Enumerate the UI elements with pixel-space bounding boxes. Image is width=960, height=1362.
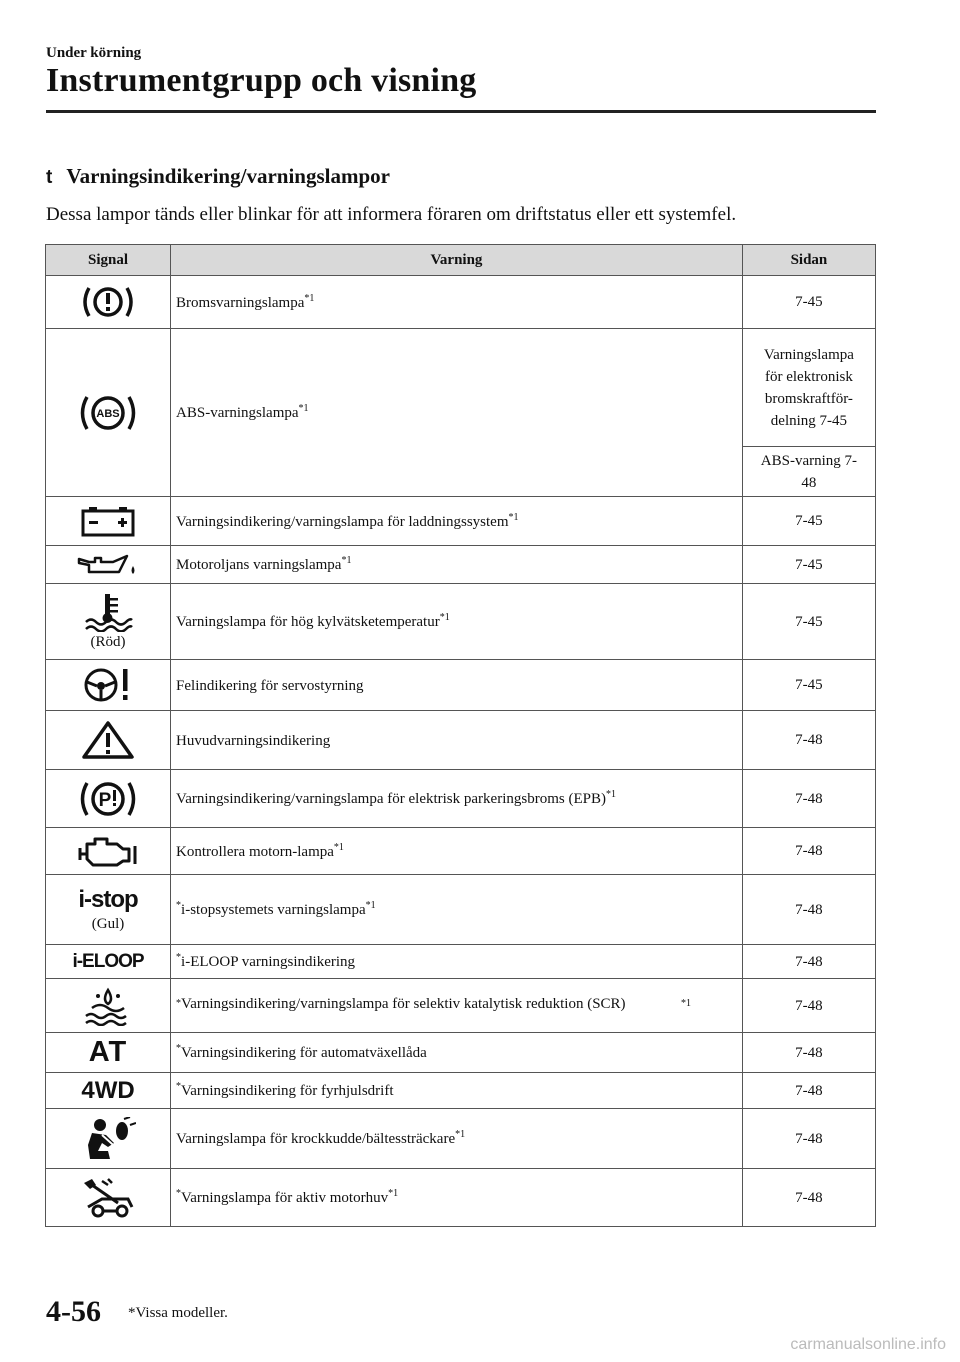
section-bullet: t <box>46 167 53 188</box>
warning-label: i-stopsystemets varningslampa <box>181 902 366 918</box>
table-row <box>46 711 876 770</box>
page-ref: 7-48 <box>742 875 875 945</box>
table-row <box>46 584 876 660</box>
warning-cell <box>171 1033 743 1073</box>
signal-cell <box>46 497 171 546</box>
footnote-ref: *1 <box>365 900 376 911</box>
warning-label: Varningsindikering för fyrhjulsdrift <box>181 1083 394 1099</box>
table-row <box>46 979 876 1033</box>
warning-label: Varningslampa för aktiv motorhuv <box>181 1190 389 1206</box>
page-ref-abs: ABS-varning 7-48 <box>760 452 858 491</box>
table-row <box>46 497 876 546</box>
table-row <box>46 276 876 329</box>
table-header-row <box>46 245 876 276</box>
page-ref: 7-48 <box>742 945 875 979</box>
warning-cell <box>171 1073 743 1109</box>
footnote-ref: *1 <box>388 1188 399 1199</box>
table-row <box>46 1073 876 1109</box>
section-heading <box>46 164 390 189</box>
abs-warning-icon <box>76 392 140 434</box>
table-row <box>46 660 876 711</box>
warning-cell <box>171 979 743 1033</box>
warning-label: Felindikering för servostyrning <box>176 677 364 694</box>
warning-label: Varningsindikering/varningslampa för selektiv katalytisk reduktion (SCR) <box>181 995 626 1012</box>
page-number: 4-56 <box>46 1295 101 1328</box>
warning-cell <box>171 660 743 711</box>
footnote-ref: *1 <box>298 403 309 414</box>
signal-cell <box>46 1169 171 1227</box>
table-row <box>46 945 876 979</box>
i-eloop-icon: i-ELOOP <box>72 950 144 972</box>
master-warning-triangle-icon <box>80 719 136 761</box>
page-ref <box>742 329 875 447</box>
page-ref: 7-45 <box>742 276 875 329</box>
warning-cell <box>171 497 743 546</box>
warning-label: Motoroljans varningslampa <box>176 557 342 573</box>
table-row <box>46 875 876 945</box>
signal-cell <box>46 711 171 770</box>
page-ref: 7-48 <box>742 1109 875 1169</box>
warning-cell <box>171 546 743 584</box>
signal-cell <box>46 660 171 711</box>
table-row <box>46 770 876 828</box>
footnote-ref: *1 <box>605 789 616 800</box>
table-row <box>46 1033 876 1073</box>
footnote-ref: *1 <box>439 612 450 623</box>
warning-label: Bromsvarningslampa <box>176 294 305 311</box>
watermark: carmanualsonline.info <box>790 1336 946 1353</box>
model-asterisk: * <box>176 1188 182 1199</box>
svg-text:P: P <box>98 789 112 811</box>
warning-cell <box>171 276 743 329</box>
warning-cell <box>171 770 743 828</box>
warning-cell <box>171 711 743 770</box>
warning-label: Varningslampa för krockkudde/bältessträckare <box>176 1131 456 1147</box>
model-asterisk: * <box>176 900 182 911</box>
brake-warning-icon <box>78 282 138 322</box>
page-ref: 7-48 <box>742 828 875 875</box>
warning-cell <box>171 828 743 875</box>
svg-text:ABS: ABS <box>96 407 120 420</box>
footnote-ref: *1 <box>681 997 692 1009</box>
page-ref: 7-48 <box>742 711 875 770</box>
warning-label: i-ELOOP varningsindikering <box>181 954 356 970</box>
signal-cell <box>46 979 171 1033</box>
signal-cell <box>46 945 171 979</box>
warning-label: Huvudvarningsindikering <box>176 732 331 749</box>
chapter-label: Under körning <box>46 45 142 61</box>
warning-label: Kontrollera motorn-lampa <box>176 843 334 860</box>
warning-cell <box>171 875 743 945</box>
page-ref: 7-48 <box>742 979 875 1033</box>
page-title: Instrumentgrupp och visning <box>46 62 477 99</box>
table-row <box>46 1109 876 1169</box>
steering-wheel-warning-icon <box>79 666 137 704</box>
signal-cell <box>46 770 171 828</box>
page-ref: 7-48 <box>742 770 875 828</box>
warning-label: Varningsindikering/varningslampa för elektrisk parkeringsbroms (EPB) <box>176 791 606 807</box>
footnote-ref: *1 <box>333 841 344 853</box>
warning-label: Varningsindikering för automatväxellåda <box>181 1045 427 1061</box>
oil-can-icon <box>75 552 141 578</box>
i-stop-icon: i-stop <box>78 886 138 913</box>
signal-cell <box>46 329 171 497</box>
intro-text: Dessa lampor tänds eller blinkar för att informera föraren om driftstatus eller ett systemfel. <box>46 204 737 225</box>
page-ref: 7-48 <box>742 1169 875 1227</box>
signal-cell <box>46 828 171 875</box>
signal-cell <box>46 1109 171 1169</box>
warning-cell <box>171 1109 743 1169</box>
page-ref: 7-45 <box>742 546 875 584</box>
signal-cell <box>46 1073 171 1109</box>
battery-icon <box>79 505 137 537</box>
signal-caption: (Gul) <box>91 916 125 932</box>
table-row <box>46 329 876 447</box>
page-ref: 7-45 <box>742 660 875 711</box>
page-ref: 7-48 <box>742 1033 875 1073</box>
4wd-icon: 4WD <box>81 1076 135 1104</box>
footnote-ref: *1 <box>304 292 315 304</box>
footnote-ref: *1 <box>455 1129 466 1140</box>
table-row <box>46 1169 876 1227</box>
warning-label: ABS-varningslampa <box>176 405 299 421</box>
footnote-ref: *1 <box>341 555 352 566</box>
page-ref: 7-45 <box>742 584 875 660</box>
page-ref: 7-45 <box>742 497 875 546</box>
warning-cell <box>171 329 743 497</box>
table-row <box>46 828 876 875</box>
model-asterisk: * <box>176 997 182 1009</box>
page-ref <box>742 447 875 497</box>
title-rule <box>46 110 876 113</box>
model-asterisk: * <box>176 1043 182 1054</box>
airbag-icon <box>80 1117 136 1161</box>
coolant-temp-icon <box>82 592 134 632</box>
check-engine-icon <box>77 834 139 868</box>
section-heading-text: Varningsindikering/varningslampor <box>66 164 390 188</box>
warning-label: Varningslampa för hög kylvätsketemperatur <box>176 614 440 630</box>
warning-cell <box>171 1169 743 1227</box>
warning-table <box>45 244 876 1227</box>
warning-label: Varningsindikering/varningslampa för laddningssystem <box>176 513 509 530</box>
page-ref: 7-48 <box>742 1073 875 1109</box>
table-row <box>46 546 876 584</box>
signal-cell <box>46 276 171 329</box>
signal-cell <box>46 546 171 584</box>
signal-caption: (Röd) <box>90 634 126 650</box>
active-bonnet-icon <box>78 1177 138 1219</box>
parking-brake-icon <box>76 778 140 820</box>
warning-cell <box>171 945 743 979</box>
at-icon: AT <box>88 1036 128 1068</box>
header-page: Sidan <box>742 245 875 276</box>
page-ref-ebd: Varningslampa för elektronisk bromskraftför-delning 7-45 <box>763 346 854 429</box>
scr-icon <box>80 986 136 1026</box>
footnote-ref: *1 <box>508 511 519 523</box>
warning-cell <box>171 584 743 660</box>
model-asterisk: * <box>176 952 182 963</box>
model-asterisk: * <box>176 1081 182 1092</box>
header-warning: Varning <box>171 245 743 276</box>
signal-cell <box>46 584 171 660</box>
footnote: *Vissa modeller. <box>128 1305 228 1321</box>
header-signal: Signal <box>46 245 171 276</box>
signal-cell <box>46 1033 171 1073</box>
signal-cell <box>46 875 171 945</box>
